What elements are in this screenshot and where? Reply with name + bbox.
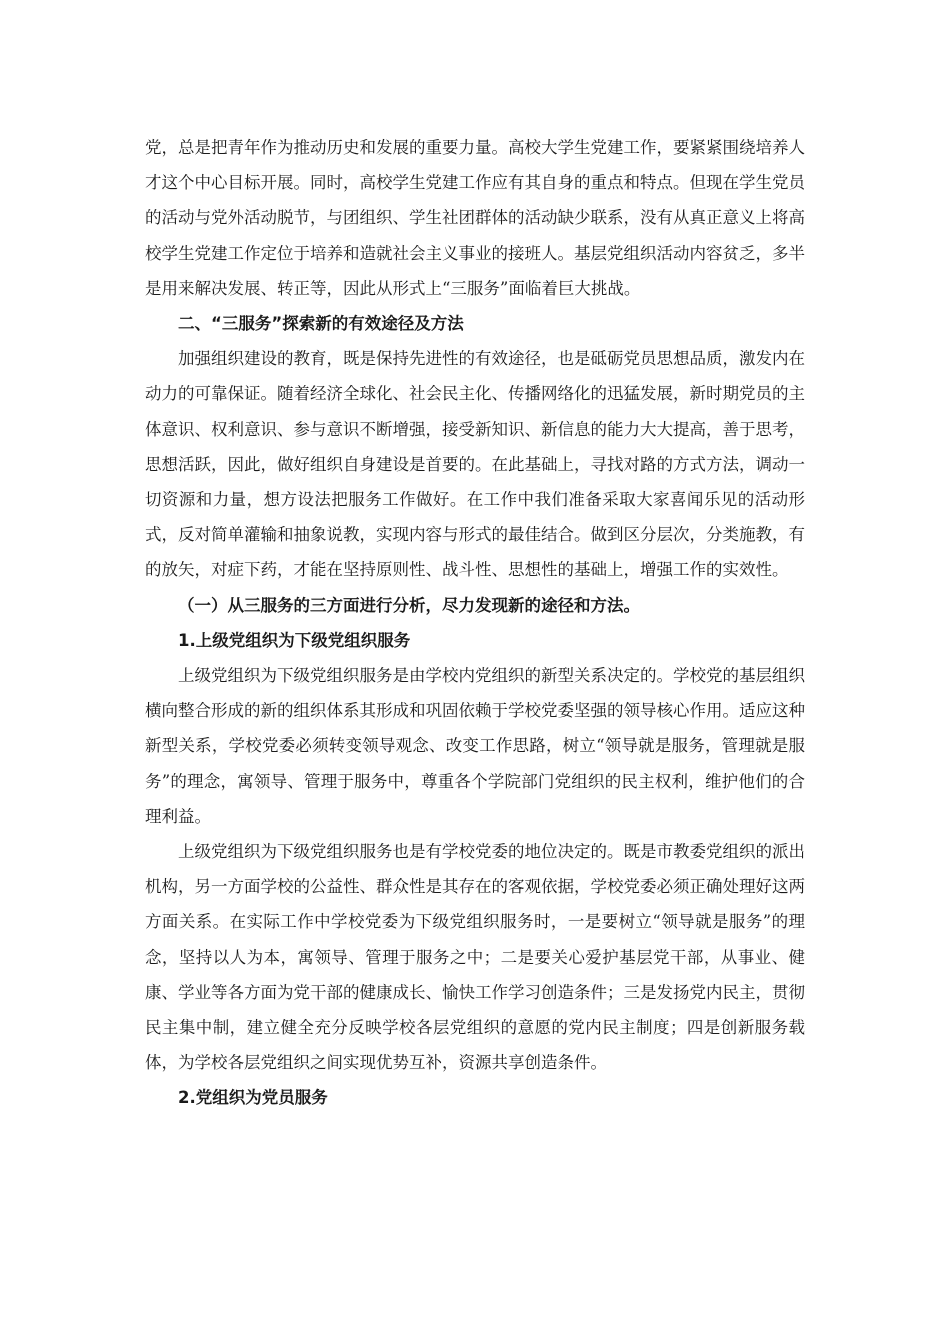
paragraph-higher-serves-lower-1: 上级党组织为下级党组织服务是由学校内党组织的新型关系决定的。学校党的基层组织横向整合形成的新的组织体系其形成和巩固依赖于学校党委坚强的领导核心作用。适应这种新型关系，学校党委必须转变领导观念、改变工作思路，树立“领导就是服务，管理就是服务”的理念，寓领导、管理于服务中，尊重各个学院部门党组织的民主权利，维护他们的合理利益。: [145, 666, 805, 826]
paragraph-higher-serves-lower-2: 上级党组织为下级党组织服务也是有学校党委的地位决定的。既是市教委党组织的派出机构，另一方面学校的公益性、群众性是其存在的客观依据，学校党委必须正确处理好这两方面关系。在实际工作中学校党委为下级党组织服务时，一是要树立“领导就是服务”的理念，坚持以人为本，寓领导、管理于服务之中；二是要关心爱护基层党干部，从事业、健康、学业等各方面为党干部的健康成长、愉快工作学习创造条件；三是发扬党内民主，贯彻民主集中制，建立健全充分反映学校各层党组织的意愿的党内民主制度；四是创新服务载体，为学校各层党组织之间实现优势互补，资源共享创造条件。: [145, 842, 805, 1073]
item-heading-1: 1.上级党组织为下级党组织服务: [178, 630, 411, 650]
document-body: [145, 130, 805, 1116]
item-heading-2: 2.党组织为党员服务: [178, 1088, 328, 1108]
section-heading-2: 二、“三服务”探索新的有效途径及方法: [178, 314, 464, 334]
subsection-heading-1: （一）从三服务的三方面进行分析，尽力发现新的途径和方法。: [178, 595, 640, 615]
paragraph-organization-building: 加强组织建设的教育，既是保持先进性的有效途径，也是砥砺党员思想品质，激发内在动力的可靠保证。随着经济全球化、社会民主化、传播网络化的迅猛发展，新时期党员的主体意识、权利意识、参与意识不断增强，接受新知识、新信息的能力大大提高，善于思考，思想活跃，因此，做好组织自身建设是首要的。在此基础上，寻找对路的方式方法，调动一切资源和力量，想方设法把服务工作做好。在工作中我们准备采取大家喜闻乐见的活动形式，反对简单灌输和抽象说教，实现内容与形式的最佳结合。做到区分层次，分类施教，有的放矢，对症下药，才能在坚持原则性、战斗性、思想性的基础上，增强工作的实效性。: [145, 349, 805, 580]
paragraph-continuation: 党，总是把青年作为推动历史和发展的重要力量。高校大学生党建工作，要紧紧围绕培养人才这个中心目标开展。同时，高校学生党建工作应有其自身的重点和特点。但现在学生党员的活动与党外活动脱节，与团组织、学生社团群体的活动缺少联系，没有从真正意义上将高校学生党建工作定位于培养和造就社会主义事业的接班人。基层党组织活动内容贫乏，多半是用来解决发展、转正等，因此从形式上“三服务”面临着巨大挑战。: [145, 138, 805, 298]
